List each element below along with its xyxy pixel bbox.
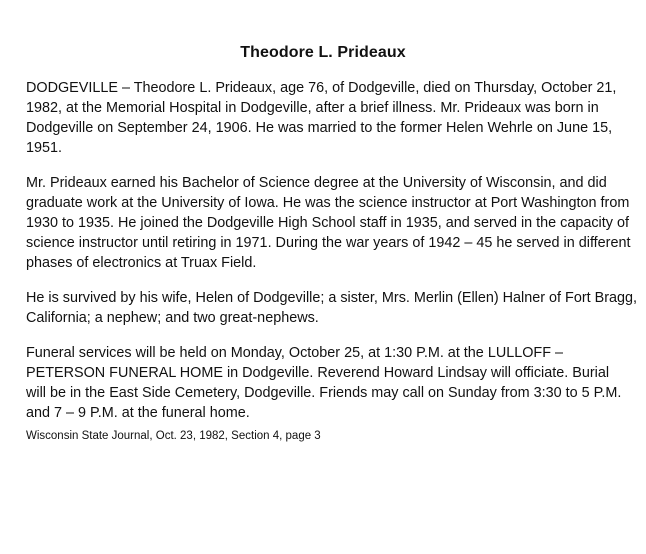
obituary-title: Theodore L. Prideaux	[240, 44, 406, 61]
text-line: science instructor until retiring in 1971. During the war years of 1942 – 45 he served in different	[26, 235, 631, 251]
text-line: DODGEVILLE – Theodore L. Prideaux, age 76, of Dodgeville, died on Thursday, October 21,	[26, 80, 617, 96]
text-line: 1930 to 1935. He joined the Dodgeville High School staff in 1935, and served in the capacity of	[26, 215, 629, 231]
text-line: California; a nephew; and two great-nephews.	[26, 310, 319, 326]
text-line: 1982, at the Memorial Hospital in Dodgeville, after a brief illness. Mr. Prideaux was born in	[26, 100, 599, 116]
text-line: and 7 – 9 P.M. at the funeral home.	[26, 405, 250, 421]
paragraph-funeral	[26, 343, 631, 423]
source-citation: Wisconsin State Journal, Oct. 23, 1982, Section 4, page 3	[26, 430, 321, 442]
text-line: 1951.	[26, 140, 63, 156]
paragraph-survivors	[26, 288, 638, 328]
text-line: phases of electronics at Truax Field.	[26, 255, 257, 271]
text-line: PETERSON FUNERAL HOME in Dodgeville. Reverend Howard Lindsay will officiate. Burial	[26, 365, 610, 381]
text-line: He is survived by his wife, Helen of Dodgeville; a sister, Mrs. Merlin (Ellen) Halner of Fort Bragg,	[26, 290, 638, 306]
text-line: will be in the East Side Cemetery, Dodgeville. Friends may call on Sunday from 3:30 to 5 P.M.	[26, 385, 622, 401]
obituary-body	[26, 78, 638, 438]
text-line: graduate work at the University of Iowa. He was the science instructor at Port Washington from	[26, 195, 630, 211]
paragraph-death-notice	[26, 78, 631, 158]
paragraph-career	[26, 173, 631, 273]
text-line: Mr. Prideaux earned his Bachelor of Science degree at the University of Wisconsin, and did	[26, 175, 607, 191]
text-line: Funeral services will be held on Monday, October 25, at 1:30 P.M. at the LULLOFF –	[26, 345, 563, 361]
text-line: Dodgeville on September 24, 1906. He was married to the former Helen Wehrle on June 15,	[26, 120, 613, 136]
